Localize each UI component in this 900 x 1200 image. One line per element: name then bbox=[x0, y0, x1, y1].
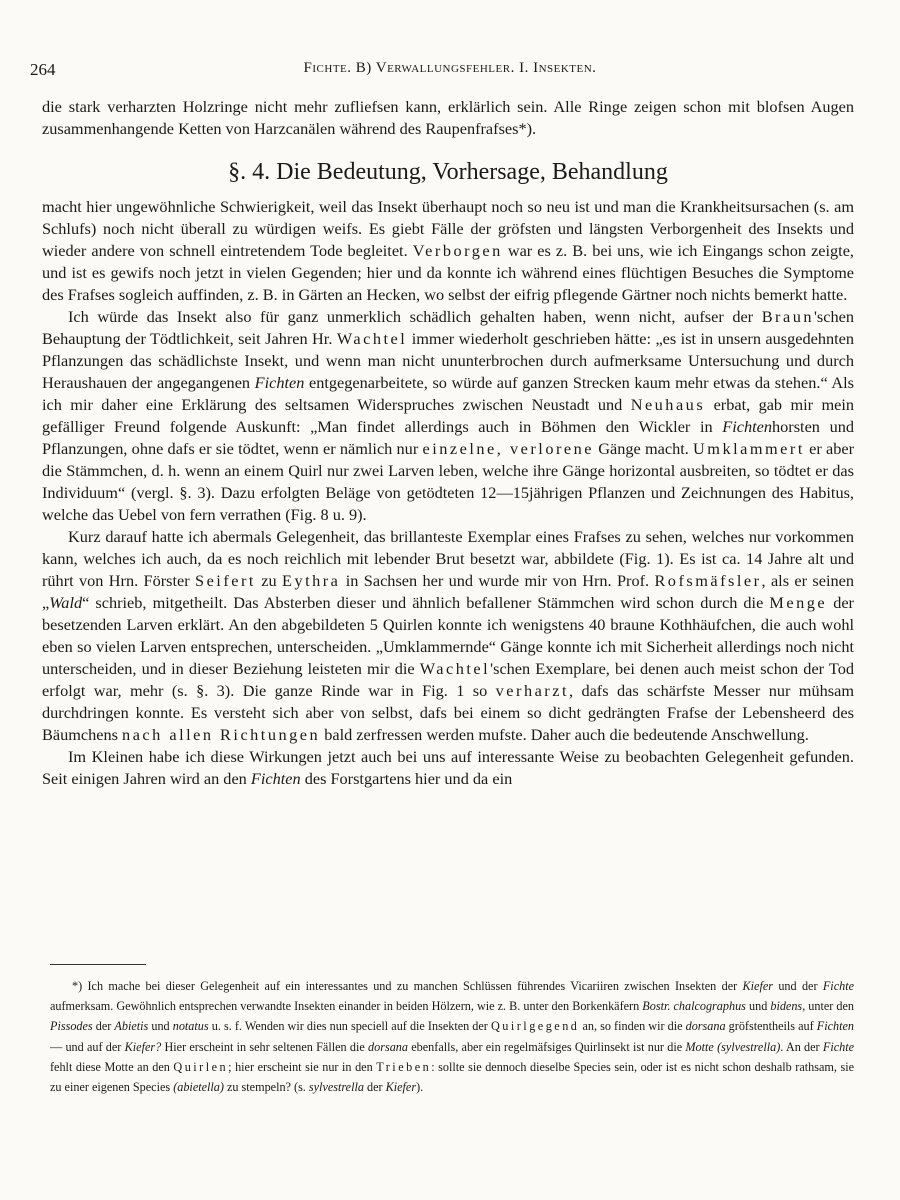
italic-text: Kiefer bbox=[742, 979, 773, 993]
italic-text: Fichten bbox=[722, 417, 773, 436]
text-run: war es z. B. bei uns, wie ich Eingangs schon zeigte, und ist es gewifs noch jetzt in vielen Gegenden; hier und da konnte ich während eines flüchtigen Besuches die Symptome des Frafses sogleich auffinden, z. B. in Gärten an Hecken, wo selbst der eifrig pflegende Gärtner noch nichts bemerkt hatte. bbox=[42, 241, 855, 304]
text-run: bald zerfressen werden mufste. Daher auch die bedeutende Anschwellung. bbox=[324, 725, 809, 744]
text-run: in Sachsen her und wurde mir von Hrn. Prof. bbox=[345, 571, 650, 590]
italic-text: Motte (sylvestrella) bbox=[685, 1039, 781, 1054]
text-run: ; hier erscheint sie nur in den bbox=[228, 1059, 373, 1074]
text-run: Im Kleinen habe ich diese Wirkungen jetzt auch bei uns auf interessante Weise zu beobachten Gelegenheit gefunden. Seit einigen Jahren wird an den bbox=[42, 747, 854, 788]
italic-text: Fichte bbox=[822, 979, 854, 993]
text-run: er aber die Stämmchen, d. h. wenn an einem Quirl nur zwei Larven leben, welche ihre Gänge horizontal ausbreiten, so tödtet er das Individuum“ (vergl. §. 3). Dazu erfolgten Beläge von getödteten 12—15jährigen Pflanzen und Zeichnungen des Habitus, welche das Uebel von fern verrathen (Fig. 8 u. 9). bbox=[42, 439, 854, 524]
spaced-text: Seifert bbox=[195, 571, 256, 590]
text-run: Hier erscheint in sehr seltenen Fällen die bbox=[164, 1039, 365, 1054]
text-run: gröfstentheils auf bbox=[728, 1019, 814, 1034]
text-run: ). bbox=[416, 1080, 424, 1095]
text-run: . An der bbox=[780, 1039, 820, 1054]
spaced-text: Wachtel bbox=[336, 329, 408, 348]
italic-text: dorsana bbox=[368, 1039, 408, 1054]
italic-text: Kiefer bbox=[385, 1080, 417, 1095]
text-run: Ich würde das Insekt also für ganz unmerklich schädlich gehalten haben, wenn nicht, aufser der bbox=[68, 307, 754, 326]
paragraph-3 bbox=[42, 526, 854, 746]
spaced-text: Trieben bbox=[376, 1059, 432, 1074]
spaced-text: verharzt bbox=[495, 681, 569, 700]
spaced-text: Eythra bbox=[282, 571, 341, 590]
spaced-text: Neuhaus bbox=[630, 395, 706, 414]
text-run: , unter den bbox=[802, 999, 855, 1014]
text-run: 'schen Behauptung der Tödtlichkeit, seit Jahren Hr. bbox=[42, 307, 854, 348]
text-run: entgegenarbeitete, so würde auf ganzen Strecken kaum mehr etwas da stehen.“ Als ich mir daher eine Erklärung des seltsamen Widerspruches zwischen Neustadt und bbox=[42, 373, 854, 414]
section-heading: §. 4. Die Bedeutung, Vorhersage, Behandlung bbox=[228, 159, 668, 185]
text-run: , als er seinen „ bbox=[42, 571, 854, 612]
text-run: und bbox=[151, 1019, 170, 1034]
italic-text: bidens bbox=[770, 999, 803, 1014]
spaced-text: Menge bbox=[769, 593, 828, 612]
italic-text: sylvestrella bbox=[308, 1080, 364, 1095]
spaced-text: Wachtel bbox=[419, 659, 491, 678]
text-run: macht hier ungewöhnliche Schwierigkeit, weil das Insekt überhaupt noch so neu ist und man die Krankheitsursachen (s. am Schlufs) noch nicht überall zu würdigen weifs. Es giebt Fälle der gröfsten und längsten Verborgenheit des Insekts und wieder andere von schnell eintretendem Tode begleitet. bbox=[42, 197, 854, 260]
text-run: 'schen Exemplare, bei denen auch meist schon der Tod erfolgt war, mehr (s. §. 3). Die ganze Rinde war in Fig. 1 so bbox=[42, 659, 854, 700]
footnote-rule bbox=[50, 964, 146, 965]
spaced-text: Braun bbox=[761, 307, 814, 326]
italic-text: Pissodes bbox=[50, 1019, 93, 1034]
text-run: ebenfalls, aber ein regelmäfsiges Quirlinsekt ist nur die bbox=[411, 1039, 683, 1054]
text-run: der bbox=[95, 1019, 112, 1034]
spaced-text: Verborgen bbox=[412, 241, 503, 260]
text-run: fehlt diese Motte an den bbox=[50, 1059, 170, 1074]
italic-text: Bostr. chalcographus bbox=[642, 999, 746, 1014]
text-run: der besetzenden Larven erklärt. An den abgebildeten 5 Quirlen konnte ich wenigstens 40 braune Kothhäufchen, die auch wohl eben so vielen Larven entsprechen, unterscheiden. „Umklammernde“ Gänge konnte ich mit Sicherheit allerdings noch nicht unterscheiden, und in dieser Beziehung leisteten mir die bbox=[42, 593, 854, 678]
text-run: der bbox=[367, 1080, 383, 1095]
running-head: Fichte. B) Verwallungsfehler. I. Insekten. bbox=[303, 60, 597, 76]
main-text bbox=[42, 96, 854, 790]
text-run: erbat, gab mir mein gefälliger Freund folgende Auskunft: „Man findet allerdings auch in Böhmen den Wickler in bbox=[42, 395, 855, 436]
text-run: an, so finden wir die bbox=[582, 1019, 683, 1034]
italic-text: Abietis bbox=[114, 1019, 149, 1034]
spaced-text: einzelne, verlorene bbox=[422, 439, 594, 458]
text-run: und bbox=[749, 999, 768, 1014]
paragraph-4 bbox=[42, 746, 854, 790]
text-run: horsten und Pflanzungen, ohne dafs er sie tödtet, wenn er nämlich nur bbox=[42, 417, 854, 458]
spaced-text: Umklammert bbox=[693, 439, 805, 458]
text-run: u. s. f. Wenden wir dies nun speciell auf die Insekten der bbox=[211, 1019, 488, 1034]
text-run: Kurz darauf hatte ich abermals Gelegenheit, das brillanteste Exemplar eines Frafses zu sehen, welches nur vorkommen kann, welches ich auch, da es noch reichlich mit lebender Brut besetzt war, abbildete (Fig. 1). Es ist ca. 14 Jahre alt und rührt von Hrn. Förster bbox=[42, 527, 854, 590]
footnote-text bbox=[50, 976, 854, 1097]
spaced-text: Rofsmäfsler bbox=[654, 571, 762, 590]
text-run: des Forstgartens hier und da ein bbox=[304, 769, 513, 788]
italic-text: (abietella) bbox=[173, 1080, 224, 1095]
italic-text: Fichten bbox=[254, 373, 305, 392]
italic-text: notatus bbox=[172, 1019, 209, 1034]
text-run: “ schrieb, mitgetheilt. Das Absterben dieser und ähnlich befallener Stämmchen wird schon durch die bbox=[82, 593, 764, 612]
spaced-text: nach allen Richtungen bbox=[122, 725, 321, 744]
italic-text: Kiefer? bbox=[124, 1039, 162, 1054]
page-number: 264 bbox=[30, 60, 56, 79]
text-run: *) Ich mache bei dieser Gelegenheit auf ein interessantes und zu manchen Schlüssen führendes Vicariiren zwischen Insekten der bbox=[72, 979, 738, 993]
text-run: aufmerksam. Gewöhnlich entsprechen verwandte Insekten einander in beiden Hölzern, wie z. B. unter den Borkenkäfern bbox=[50, 999, 640, 1014]
text-run: zu bbox=[261, 571, 277, 590]
spaced-text: Quirlen bbox=[173, 1059, 229, 1074]
paragraph-continuation: die stark verharzten Holzringe nicht mehr zufliefsen kann, erklärlich sein. Alle Ringe zeigen schon mit blofsen Augen zusammenhangende Ketten von Harzcanälen während des Raupenfrafses*). bbox=[42, 97, 854, 138]
text-run: Gänge macht. bbox=[598, 439, 689, 458]
text-run: : sollte sie dennoch dieselbe Species sein, oder ist es nicht schon deshalb rathsam, sie zu einer eigenen Species bbox=[50, 1059, 855, 1095]
text-run: , dafs das schärfste Messer nur mühsam durchdringen konnte. Es versteht sich aber von selbst, dafs bei einem so dicht gedrängten Frafse der Lebensheerd des Bäumchens bbox=[42, 681, 854, 744]
italic-text: Fichte bbox=[822, 1039, 855, 1054]
footnote bbox=[50, 976, 854, 1097]
paragraph-2 bbox=[42, 306, 854, 526]
italic-text: Fichten bbox=[250, 769, 301, 788]
italic-text: dorsana bbox=[685, 1019, 726, 1034]
text-run: zu stempeln? (s. bbox=[227, 1080, 306, 1095]
page-header bbox=[30, 58, 870, 82]
spaced-text: Quirlgegend bbox=[490, 1019, 580, 1034]
text-run: — und auf der bbox=[50, 1039, 122, 1054]
italic-text: Fichten bbox=[816, 1019, 854, 1034]
paragraph-1 bbox=[42, 196, 854, 306]
italic-text: Wald bbox=[49, 593, 83, 612]
text-run: immer wiederholt geschrieben hätte: „es ist in unsern ausgedehnten Pflanzungen das schädlichste Insekt, und wenn man nicht ununterbrochen durch aufmerksame Untersuchung und durch Heraushauen der angegangenen bbox=[42, 329, 855, 392]
text-run: und der bbox=[778, 979, 818, 993]
